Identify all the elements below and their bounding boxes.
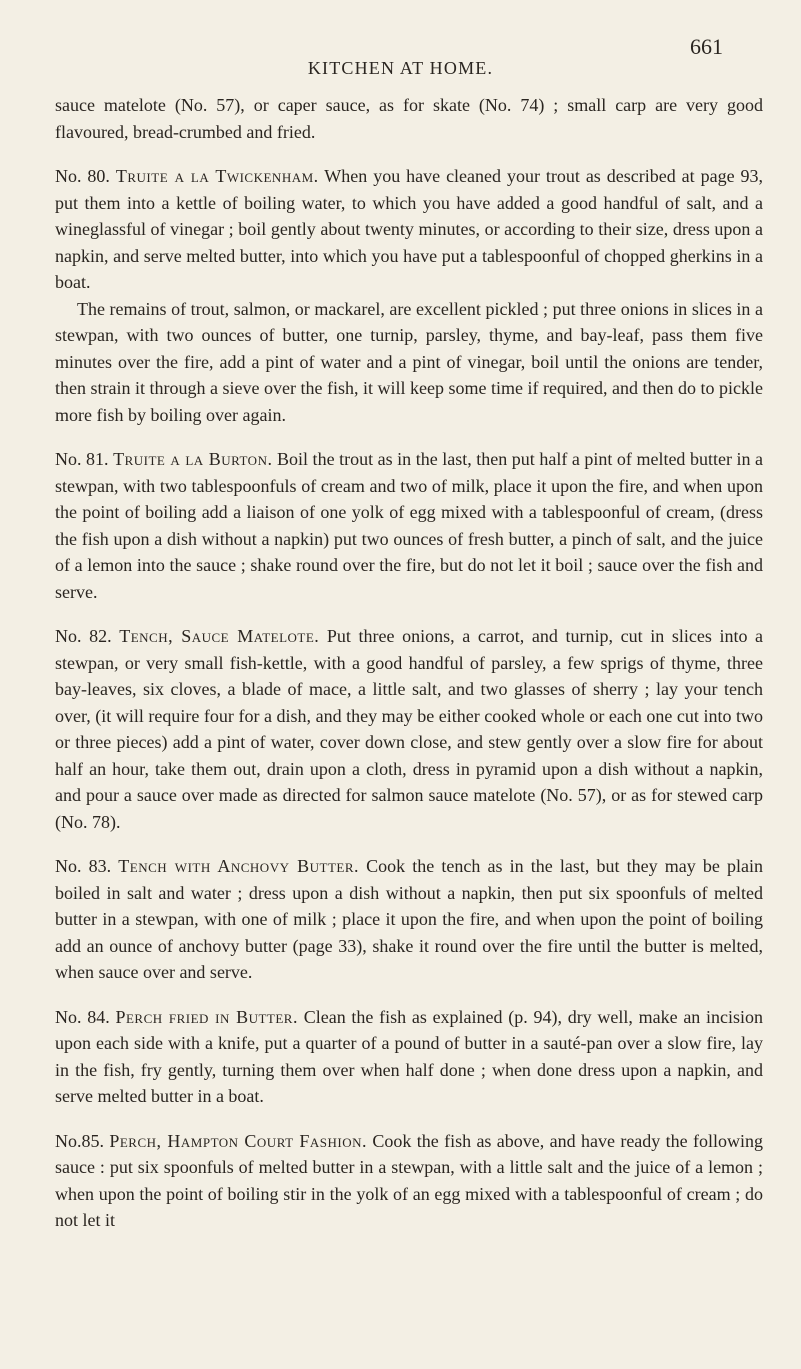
- recipe-85: [55, 1128, 763, 1234]
- recipe-title: Tench, Sauce Matelote.: [119, 626, 320, 646]
- recipe-paragraph: [55, 1128, 763, 1234]
- intro-paragraph: sauce matelote (No. 57), or caper sauce, as for skate (No. 74) ; small carp are very good flavoured, bread-crumbed and fried.: [55, 95, 763, 142]
- recipe-text: When you have cleaned your trout as described at page 93, put them into a kettle of boiling water, to which you have added a good handful of salt, and a wineglassful of vinegar ; boil gently about twenty minutes, or according to their size, dress upon a napkin, and serve melted butter, into which you have put a tablespoonful of chopped gherkins in a boat.: [55, 166, 763, 292]
- recipe-title: Truite a la Twickenham.: [115, 166, 319, 186]
- running-head: KITCHEN AT HOME.: [307, 58, 494, 78]
- recipe-title: Tench with Anchovy Butter.: [118, 856, 359, 876]
- recipe-title: Truite a la Burton.: [113, 449, 273, 469]
- recipe-number: No. 81.: [55, 449, 109, 469]
- recipe-number: No. 84.: [55, 1006, 110, 1027]
- recipe-number: No.85.: [55, 1130, 104, 1151]
- recipe-paragraph: [55, 1004, 763, 1110]
- page-number: 661: [690, 34, 723, 59]
- recipe-paragraph: [55, 446, 763, 605]
- recipe-title: Perch fried in Butter.: [115, 1006, 298, 1027]
- page-header: [0, 24, 801, 84]
- recipe-text: Boil the trout as in the last, then put half a pint of melted butter in a stewpan, with two tablespoonfuls of cream and two of milk, place it upon the fire, and when upon the point of boiling add a liaison of one yolk of egg mixed with a tablespoonful of cream, (dress the fish upon a dish without a napkin) put two ounces of fresh butter, a pinch of salt, and the juice of a lemon into the sauce ; shake round over the fire, but do not let it boil ; sauce over the fish and serve.: [55, 449, 764, 602]
- recipe-title: Perch, Hampton Court Fashion.: [109, 1130, 368, 1151]
- recipe-text: Clean the fish as explained (p. 94), dry well, make an incision upon each side with a knife, put a quarter of a pound of butter in a sauté-pan over a slow fire, lay in the fish, fry gently, turning them over when half done ; when done dress upon a napkin, and serve melted butter in a boat.: [55, 1006, 764, 1106]
- recipe-continuation: The remains of trout, salmon, or mackarel, are excellent pickled ; put three onions in slices in a stewpan, with two ounces of butter, one turnip, parsley, thyme, and bay-leaf, pass them five minutes over the fire, add a pint of water and a pint of vinegar, boil until the onions are tender, then strain it through a sieve over the fish, it will keep some time if required, and then do to pickle more fish by boiling over again.: [55, 298, 763, 425]
- recipe-82: [55, 623, 763, 835]
- recipe-paragraph: [55, 623, 763, 835]
- recipe-text: Cook the fish as above, and have ready the following sauce : put six spoonfuls of melted butter in a stewpan, with a little salt and the juice of a lemon ; when upon the point of boiling stir in the yolk of an egg mixed with a tablespoonful of cream ; do not let it: [55, 1130, 763, 1230]
- recipe-text: Put three onions, a carrot, and turnip, cut in slices into a stewpan, or very small fish-kettle, with a good handful of parsley, a few sprigs of thyme, three bay-leaves, six cloves, a blade of mace, a little salt, and two glasses of sherry ; lay your tench over, (it will require four for a dish, and they may be either cooked whole or each one cut into two or three pieces) add a pint of water, cover down close, and stew gently over a slow fire for about half an hour, take them out, drain upon a cloth, dress in pyramid upon a dish without a napkin, and pour a sauce over made as directed for salmon sauce matelote (No. 57), or as for stewed carp (No. 78).: [55, 626, 764, 832]
- recipe-number: No. 83.: [55, 856, 112, 876]
- page-body: [55, 92, 763, 1234]
- recipe-text: Cook the tench as in the last, but they may be plain boiled in salt and water ; dress upon a dish without a napkin, then put six spoonfuls of melted butter in a stewpan, with one of milk ; place it upon the fire, and when upon the point of boiling add an ounce of anchovy butter (page 33), shake it round over the fire until the butter is melted, when sauce over and serve.: [55, 856, 764, 982]
- recipe-paragraph: [55, 853, 763, 986]
- recipe-number: No. 80.: [55, 166, 110, 186]
- recipe-84: [55, 1004, 763, 1110]
- recipe-paragraph: [55, 163, 763, 296]
- recipe-80: [55, 163, 763, 428]
- recipe-83: [55, 853, 763, 986]
- recipe-number: No. 82.: [55, 626, 112, 646]
- recipe-81: [55, 446, 763, 605]
